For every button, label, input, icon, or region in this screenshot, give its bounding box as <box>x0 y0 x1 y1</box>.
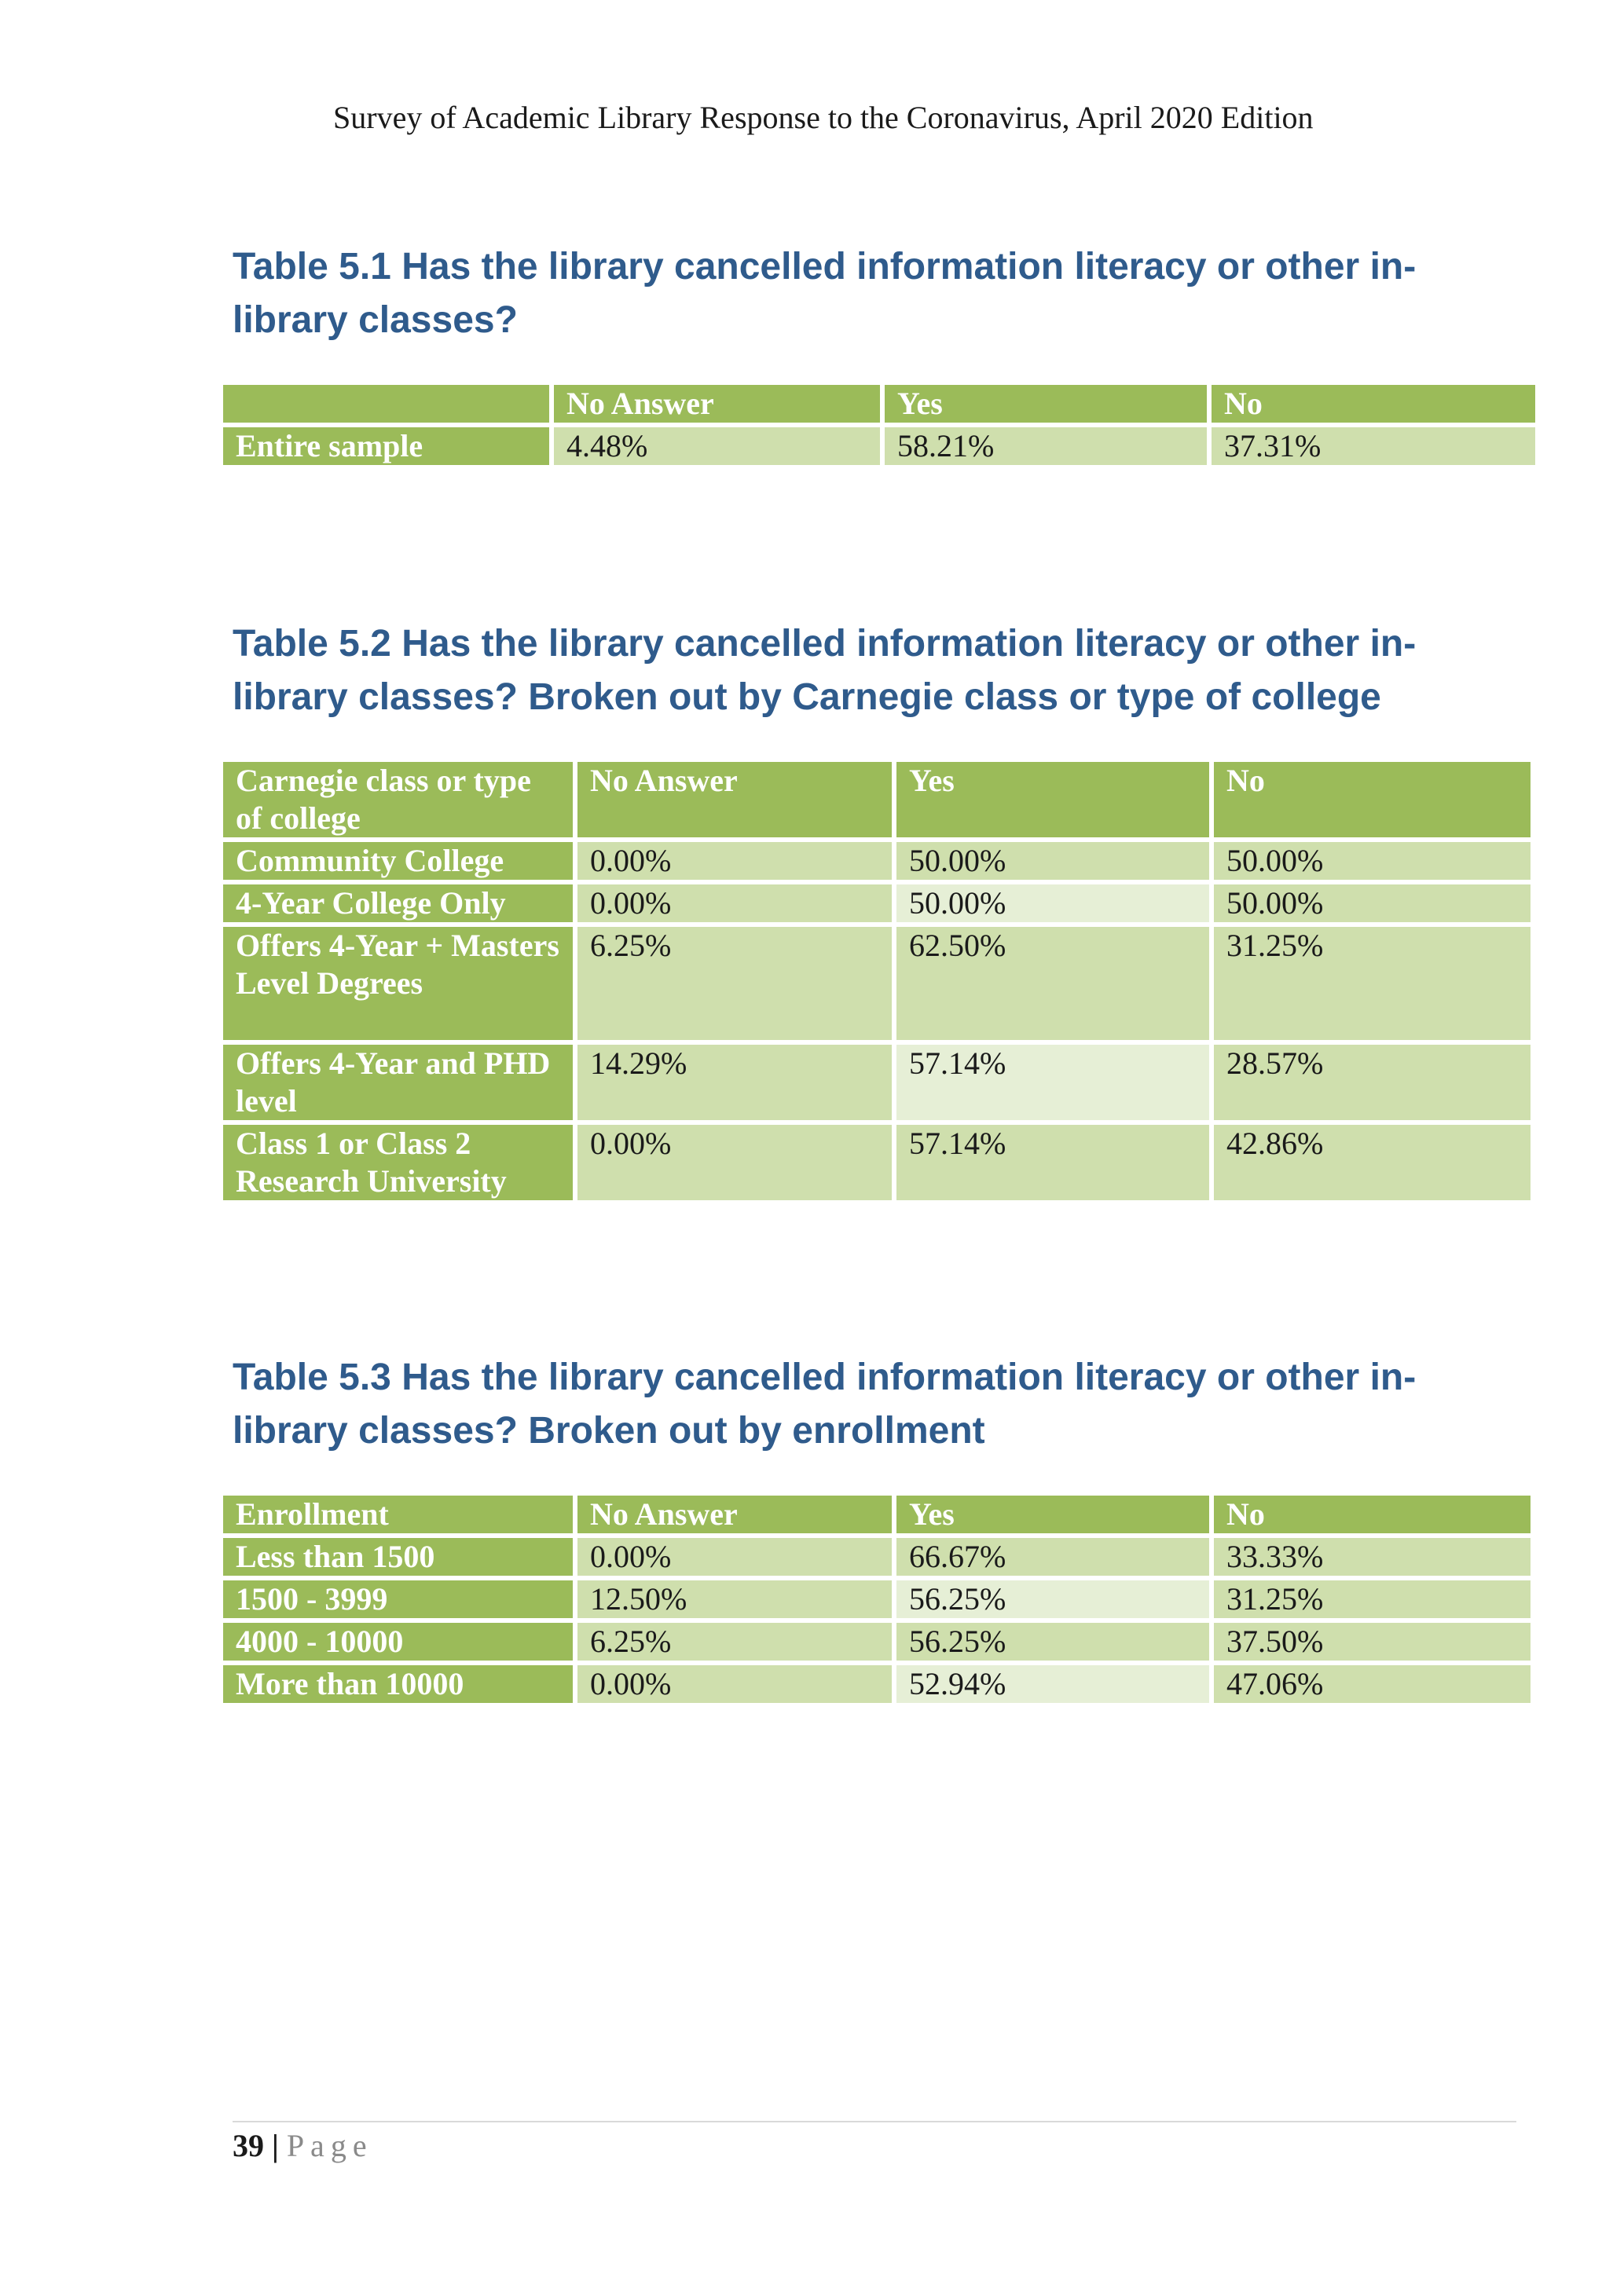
cell-no: 31.25% <box>1214 1580 1531 1618</box>
table-row <box>223 927 1531 1040</box>
cell-yes: 50.00% <box>896 884 1209 922</box>
cell-yes: 66.67% <box>896 1538 1209 1576</box>
cell-no-answer: 6.25% <box>577 1623 892 1661</box>
table-row <box>223 1623 1531 1661</box>
cell-no-answer: 6.25% <box>577 927 892 1040</box>
table-row <box>223 842 1531 880</box>
table-row <box>223 1125 1531 1200</box>
column-header-carnegie-class: Carnegie class or type of college <box>223 762 573 837</box>
table-header-row <box>223 762 1531 837</box>
cell-yes: 57.14% <box>896 1125 1209 1200</box>
table-5-1-title: Table 5.1 Has the library cancelled information literacy or other in-library classes? <box>233 246 1417 341</box>
cell-yes: 62.50% <box>896 927 1209 1040</box>
cell-yes: 56.25% <box>896 1623 1209 1661</box>
cell-no-answer: 0.00% <box>577 1665 892 1703</box>
cell-no-answer: 14.29% <box>577 1045 892 1120</box>
cell-no: 47.06% <box>1214 1665 1531 1703</box>
row-label: Offers 4-Year and PHD level <box>223 1045 573 1120</box>
table-header-row <box>223 385 1535 423</box>
row-label: Offers 4-Year + Masters Level Degrees <box>223 927 573 1040</box>
cell-no-answer: 0.00% <box>577 884 892 922</box>
page-separator: | <box>272 2128 279 2163</box>
table-row <box>223 427 1535 465</box>
cell-no: 42.86% <box>1214 1125 1531 1200</box>
cell-no: 31.25% <box>1214 927 1531 1040</box>
cell-no-answer: 0.00% <box>577 1125 892 1200</box>
table-5-2 <box>218 757 1535 1205</box>
cell-yes: 58.21% <box>885 427 1207 465</box>
table-row <box>223 1580 1531 1618</box>
column-header-no-answer: No Answer <box>554 385 880 423</box>
column-header-no: No <box>1212 385 1535 423</box>
row-label: Class 1 or Class 2 Research University <box>223 1125 573 1200</box>
cell-yes: 57.14% <box>896 1045 1209 1120</box>
table-5-3 <box>218 1491 1535 1708</box>
cell-no: 33.33% <box>1214 1538 1531 1576</box>
column-header-enrollment: Enrollment <box>223 1496 573 1533</box>
cell-no: 28.57% <box>1214 1045 1531 1120</box>
page-header: Survey of Academic Library Response to the Coronavirus, April 2020 Edition <box>333 100 1314 135</box>
cell-no: 50.00% <box>1214 884 1531 922</box>
table-5-3-title: Table 5.3 Has the library cancelled information literacy or other in-library classes? Broken out by enrollment <box>233 1357 1417 1452</box>
row-label: 1500 - 3999 <box>223 1580 573 1618</box>
column-header-no-answer: No Answer <box>577 1496 892 1533</box>
column-header-yes: Yes <box>896 762 1209 837</box>
column-header-no: No <box>1214 1496 1531 1533</box>
cell-no-answer: 0.00% <box>577 842 892 880</box>
page-footer <box>233 2127 373 2164</box>
page-number: 39 <box>233 2128 264 2163</box>
cell-no-answer: 0.00% <box>577 1538 892 1576</box>
row-label: More than 10000 <box>223 1665 573 1703</box>
row-label: 4000 - 10000 <box>223 1623 573 1661</box>
table-5-1 <box>218 380 1540 470</box>
table-header-row <box>223 1496 1531 1533</box>
table-row <box>223 1045 1531 1120</box>
cell-no-answer: 12.50% <box>577 1580 892 1618</box>
cell-no: 37.31% <box>1212 427 1535 465</box>
row-label: Less than 1500 <box>223 1538 573 1576</box>
row-label: Community College <box>223 842 573 880</box>
table-5-2-title: Table 5.2 Has the library cancelled information literacy or other in-library classes? Broken out by Carnegie class or type of college <box>233 623 1417 718</box>
table-row <box>223 1538 1531 1576</box>
table-row <box>223 884 1531 922</box>
column-header <box>223 385 549 423</box>
footer-divider <box>233 2121 1516 2122</box>
column-header-yes: Yes <box>896 1496 1209 1533</box>
cell-yes: 50.00% <box>896 842 1209 880</box>
cell-yes: 52.94% <box>896 1665 1209 1703</box>
page-word: Page <box>286 2128 373 2163</box>
column-header-no: No <box>1214 762 1531 837</box>
cell-no: 37.50% <box>1214 1623 1531 1661</box>
table-row <box>223 1665 1531 1703</box>
row-label: 4-Year College Only <box>223 884 573 922</box>
cell-yes: 56.25% <box>896 1580 1209 1618</box>
row-label: Entire sample <box>223 427 549 465</box>
cell-no: 50.00% <box>1214 842 1531 880</box>
column-header-yes: Yes <box>885 385 1207 423</box>
column-header-no-answer: No Answer <box>577 762 892 837</box>
cell-no-answer: 4.48% <box>554 427 880 465</box>
